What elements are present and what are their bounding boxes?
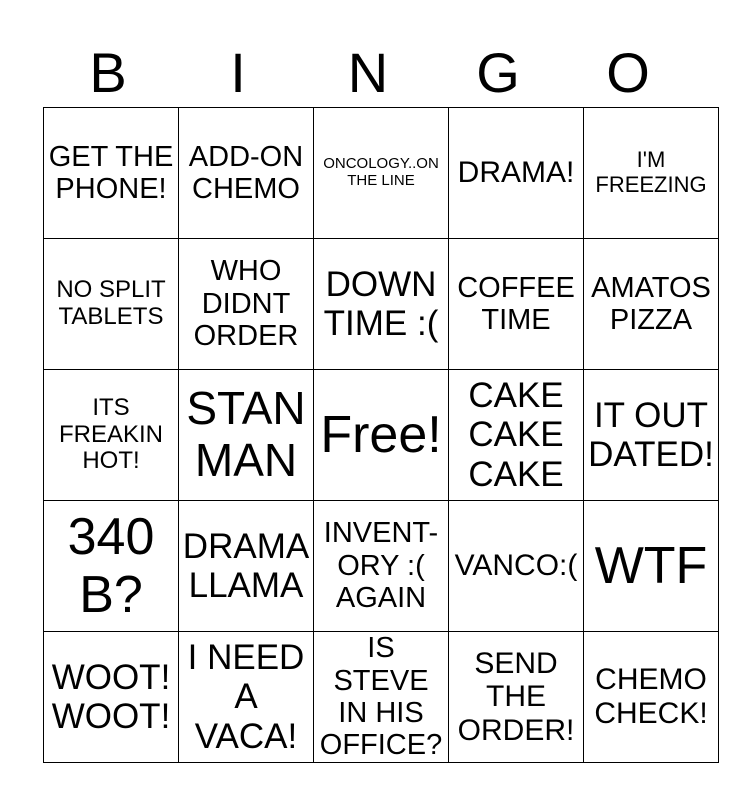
bingo-cell[interactable]: ONCOLOGY..ON THE LINE	[314, 108, 449, 239]
bingo-header	[43, 38, 693, 108]
header-letter-g: G	[476, 41, 520, 104]
header-letter-b: B	[89, 41, 127, 104]
bingo-cell[interactable]: 340 B?	[44, 501, 179, 632]
bingo-cell[interactable]: DRAMA!	[449, 108, 584, 239]
bingo-row	[44, 632, 719, 763]
bingo-cell[interactable]: GET THE PHONE!	[44, 108, 179, 239]
bingo-cell[interactable]: DRAMA LLAMA	[179, 501, 314, 632]
bingo-cell[interactable]: CAKE CAKE CAKE	[449, 370, 584, 501]
bingo-cell[interactable]: CHEMO CHECK!	[584, 632, 719, 763]
bingo-cell[interactable]: VANCO:(	[449, 501, 584, 632]
bingo-row	[44, 370, 719, 501]
bingo-cell[interactable]: WOOT! WOOT!	[44, 632, 179, 763]
bingo-row	[44, 108, 719, 239]
bingo-cell[interactable]: AMATOS PIZZA	[584, 239, 719, 370]
bingo-cell[interactable]: DOWN TIME :(	[314, 239, 449, 370]
header-letter-n: N	[347, 41, 389, 104]
bingo-cell[interactable]: COFFEE TIME	[449, 239, 584, 370]
bingo-cell[interactable]: SEND THE ORDER!	[449, 632, 584, 763]
bingo-cell[interactable]: ITS FREAKIN HOT!	[44, 370, 179, 501]
bingo-card	[43, 107, 719, 763]
bingo-cell[interactable]: WHO DIDNT ORDER	[179, 239, 314, 370]
header-letter-o: O	[606, 41, 650, 104]
header-letter-i: I	[230, 41, 246, 104]
bingo-row	[44, 239, 719, 370]
bingo-cell[interactable]: STAN MAN	[179, 370, 314, 501]
bingo-cell[interactable]: WTF	[584, 501, 719, 632]
bingo-row	[44, 501, 719, 632]
bingo-cell[interactable]: IS STEVE IN HIS OFFICE?	[314, 632, 449, 763]
bingo-cell[interactable]: IT OUT DATED!	[584, 370, 719, 501]
bingo-cell[interactable]: INVENT-ORY :( AGAIN	[314, 501, 449, 632]
bingo-cell-free[interactable]: Free!	[314, 370, 449, 501]
bingo-cell[interactable]: I NEED A VACA!	[179, 632, 314, 763]
bingo-cell[interactable]: ADD-ON CHEMO	[179, 108, 314, 239]
bingo-cell[interactable]: NO SPLIT TABLETS	[44, 239, 179, 370]
bingo-cell[interactable]: I'M FREEZING	[584, 108, 719, 239]
